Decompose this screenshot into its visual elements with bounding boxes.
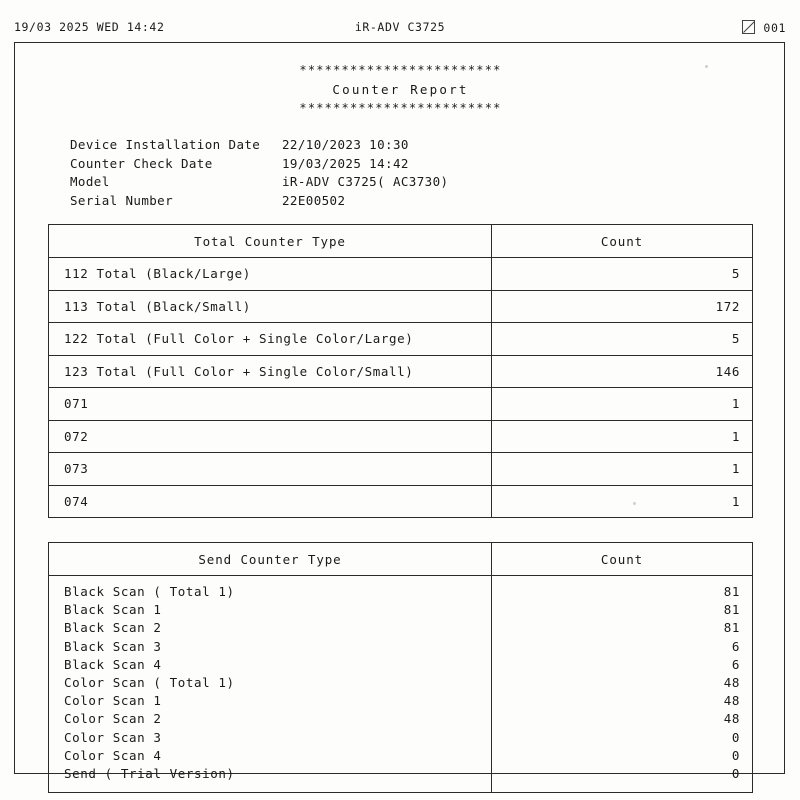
table-row [49, 421, 752, 454]
cell-count: 81 [723, 584, 740, 599]
cell-count: 81 [723, 602, 740, 618]
info-label: Device Installation Date [70, 137, 261, 152]
cell-count: 6 [731, 638, 740, 654]
cell-count: 81 [723, 620, 740, 636]
cell-type: Black Scan ( Total 1) [64, 584, 235, 599]
page-corner-icon [742, 20, 755, 34]
title-stars-top: ************************ [299, 63, 502, 77]
table-row [49, 356, 752, 389]
cell-type: Color Scan 1 [64, 693, 162, 709]
info-label: Serial Number [70, 192, 174, 208]
cell-type: Color Scan 4 [64, 747, 162, 763]
table-row [49, 453, 752, 486]
cell-type: Black Scan 4 [64, 656, 162, 672]
print-timestamp: 19/03 2025 WED 14:42 [14, 20, 165, 34]
cell-type: 071 [49, 388, 492, 420]
column-header-type: Total Counter Type [49, 225, 492, 257]
cell-count: 5 [731, 266, 740, 282]
column-header-count: Count [600, 233, 644, 249]
cell-type: Color Scan 2 [64, 711, 162, 727]
cell-count: 0 [731, 729, 740, 745]
info-row [70, 173, 753, 192]
table-header-row [49, 543, 752, 576]
send-counter-body [49, 576, 752, 792]
cell-type: 113 Total (Black/Small) [49, 291, 492, 323]
cell-count: 1 [731, 493, 740, 509]
table-row [49, 258, 752, 291]
cell-count: 48 [723, 675, 740, 691]
total-counter-table [48, 224, 753, 518]
print-device-model: iR-ADV C3725 [354, 20, 446, 34]
report-frame [14, 42, 785, 782]
cell-type: Black Scan 1 [64, 602, 162, 618]
device-info-block [70, 136, 753, 210]
table-row [49, 388, 752, 421]
table-row [49, 486, 752, 518]
report-title-block [48, 61, 753, 118]
info-value: 22E00502 [282, 192, 346, 208]
table-row [49, 291, 752, 324]
info-value: iR-ADV C3725( AC3730) [282, 174, 449, 189]
scan-artifact [705, 65, 708, 68]
cell-type: Black Scan 3 [64, 638, 162, 654]
print-header [14, 20, 786, 36]
cell-count: 146 [715, 363, 740, 379]
page-title: Counter Report [332, 82, 469, 97]
cell-type: 123 Total (Full Color + Single Color/Small) [49, 356, 492, 388]
title-stars-bottom: ************************ [299, 101, 502, 115]
info-label: Counter Check Date [70, 155, 213, 171]
cell-count: 48 [723, 711, 740, 727]
cell-count: 6 [731, 656, 740, 672]
cell-type: 074 [49, 486, 492, 518]
cell-count: 172 [715, 298, 740, 314]
cell-count: 48 [723, 693, 740, 709]
scan-artifact [633, 502, 636, 505]
cell-count: 0 [731, 766, 740, 782]
send-counter-count-column [492, 576, 752, 792]
cell-count: 1 [731, 396, 740, 412]
info-row [70, 155, 753, 174]
column-header-count: Count [600, 551, 644, 567]
cell-type: Black Scan 2 [64, 620, 162, 636]
cell-type: Send ( Trial Version) [64, 766, 235, 782]
print-page-number: 001 [763, 21, 786, 35]
column-header-type: Send Counter Type [49, 543, 492, 575]
cell-count: 5 [731, 331, 740, 347]
info-value: 19/03/2025 14:42 [282, 155, 409, 171]
cell-type: Color Scan 3 [64, 729, 162, 745]
info-row [70, 136, 753, 155]
cell-count: 1 [731, 428, 740, 444]
cell-type: 072 [49, 421, 492, 453]
cell-type: 122 Total (Full Color + Single Color/Large) [49, 323, 492, 355]
cell-count: 0 [731, 747, 740, 763]
cell-type: 112 Total (Black/Large) [49, 258, 492, 290]
cell-type: Color Scan ( Total 1) [64, 675, 235, 691]
cell-count: 1 [731, 461, 740, 477]
print-page-indicator [742, 20, 786, 35]
info-row [70, 192, 753, 211]
info-label: Model [70, 174, 110, 189]
cell-type: 073 [49, 453, 492, 485]
table-row [49, 323, 752, 356]
info-value: 22/10/2023 10:30 [282, 137, 409, 152]
send-counter-type-column [49, 576, 492, 792]
table-header-row [49, 225, 752, 258]
send-counter-table [48, 542, 753, 793]
